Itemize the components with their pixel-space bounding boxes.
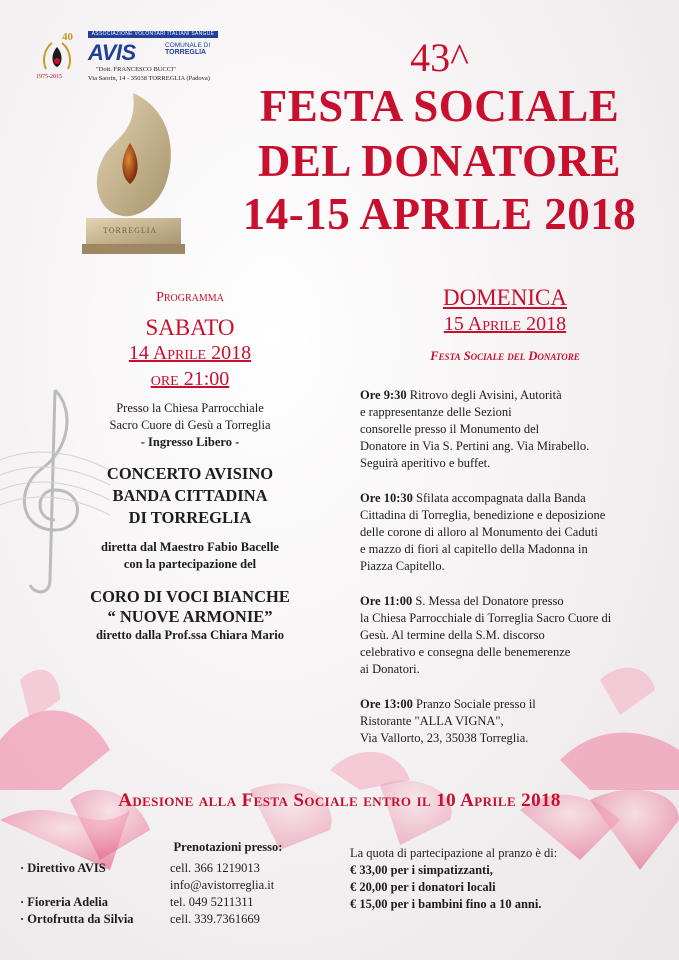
contact-name: · Ortofrutta da Silvia — [20, 912, 134, 926]
sunday-events — [360, 387, 650, 765]
quota-intro: La quota di partecipazione al pranzo è di: — [350, 846, 558, 860]
logo-dedication: "Dott. FRANCESCO BUCCI" — [96, 66, 176, 73]
venue-line-2: Sacro Cuore di Gesù a Torreglia — [109, 418, 271, 432]
event-text: Pranzo Sociale presso il — [412, 697, 536, 711]
saturday-time: ore 21:00 — [150, 368, 230, 390]
event-block — [360, 387, 650, 472]
anniversary-number: 40 — [62, 31, 73, 43]
concert-line-2: BANDA CITTADINA — [112, 486, 268, 505]
adesione-deadline: Adesione alla Festa Sociale entro il 10 Aprile 2018 — [118, 790, 561, 811]
title-line-1: FESTA SOCIALE — [259, 81, 620, 131]
event-line: e mazzo di fiori al capitello della Madonna in — [360, 542, 588, 556]
choir-director: diretto dalla Prof.ssa Chiara Mario — [95, 628, 285, 642]
quota-item: € 20,00 per i donatori locali — [350, 880, 496, 894]
event-line — [360, 696, 650, 713]
concert-line-1: CONCERTO AVISINO — [106, 464, 274, 483]
event-block — [360, 696, 650, 747]
event-line: Piazza Capitello. — [360, 559, 445, 573]
contact-detail: cell. 339.7361669 — [170, 912, 260, 926]
choir-line-1: CORO DI VOCI BIANCHE — [90, 587, 290, 606]
event-time: Ore 11:00 — [360, 594, 413, 608]
title-line-2: DEL DONATORE — [257, 136, 622, 186]
event-line: Gesù. Al termine della S.M. discorso — [360, 628, 545, 642]
event-line: Cittadina di Torreglia, benedizione e deposizione — [360, 508, 606, 522]
event-text: S. Messa del Donatore presso — [412, 594, 564, 608]
sunday-header — [360, 285, 650, 364]
saturday-day: SABATO — [145, 315, 235, 340]
anniversary-40-logo — [38, 35, 80, 75]
event-text: Sfilata accompagnata dalla Banda — [412, 491, 586, 505]
prenotazioni-title — [98, 840, 348, 855]
venue-line-3: - Ingresso Libero - — [140, 435, 240, 449]
director-line-2: con la partecipazione del — [123, 557, 257, 571]
title-dates: 14-15 APRILE 2018 — [242, 189, 637, 239]
logo-address: Via Saorin, 14 - 35038 TORREGLIA (Padova) — [88, 75, 210, 82]
concert-line-3: DI TORREGLIA — [128, 508, 252, 527]
sunday-day: DOMENICA — [443, 285, 567, 310]
quote-block — [350, 845, 660, 913]
event-line: delle corone di alloro al Monumento dei Caduti — [360, 525, 598, 539]
event-line — [360, 490, 650, 507]
quota-list — [350, 862, 660, 913]
contact-detail: tel. 049 5211311 — [170, 895, 254, 909]
event-line — [360, 593, 650, 610]
event-time: Ore 10:30 — [360, 491, 413, 505]
contact-item — [20, 878, 320, 895]
event-line: la Chiesa Parrocchiale di Torreglia Sacro Cuore di — [360, 611, 612, 625]
event-time: Ore 13:00 — [360, 697, 413, 711]
event-line: consorelle presso il Monumento del — [360, 422, 540, 436]
avis-logo: AVIS — [88, 40, 136, 65]
event-line — [360, 387, 650, 404]
sunday-date: 15 Aprile 2018 — [443, 313, 567, 335]
contact-detail[interactable]: info@avistorreglia.it — [170, 878, 275, 892]
contact-item — [20, 861, 320, 878]
event-line: Ristorante "ALLA VIGNA", — [360, 714, 504, 728]
sculpture-engraving: TORREGLIA — [103, 226, 158, 235]
saturday-column — [40, 290, 340, 644]
avis-association-strip: ASSOCIAZIONE VOLONTARI ITALIANI SANGUE — [88, 31, 218, 38]
event-line: ai Donatori. — [360, 662, 420, 676]
event-line: Donatore in Via S. Pertini ang. Via Mirabello. — [360, 439, 590, 453]
event-line: e rappresentanze delle Sezioni — [360, 405, 512, 419]
programma-label: Programma — [156, 290, 224, 305]
contact-item — [20, 895, 320, 912]
saturday-date: 14 Aprile 2018 — [128, 342, 252, 364]
comunale-label: COMUNALE DI — [165, 42, 211, 49]
event-block — [360, 490, 650, 575]
contact-name: · Direttivo AVIS — [20, 861, 106, 875]
contact-name: · Fioreria Adelia — [20, 895, 108, 909]
event-line: celebrativo e consegna delle benemerenze — [360, 645, 571, 659]
event-line: Seguirà aperitivo e buffet. — [360, 456, 491, 470]
quota-item: € 33,00 per i simpatizzanti, — [350, 863, 493, 877]
venue-line-1: Presso la Chiesa Parrocchiale — [116, 401, 264, 415]
event-text: Ritrovo degli Avisini, Autorità — [406, 388, 562, 402]
sunday-subtitle: Festa Sociale del Donatore — [430, 349, 580, 363]
choir-line-2: “ NUOVE ARMONIE” — [107, 607, 273, 626]
quota-item: € 15,00 per i bambini fino a 10 anni. — [350, 897, 542, 911]
event-line: Via Vallorto, 23, 35038 Torreglia. — [360, 731, 529, 745]
town-label: TORREGLIA — [165, 49, 207, 56]
director-line-1: diretta dal Maestro Fabio Bacelle — [101, 540, 279, 554]
contact-detail: cell. 366 1219013 — [170, 861, 260, 875]
contact-item — [20, 912, 320, 929]
prenotazioni-label: Prenotazioni presso: — [173, 840, 283, 854]
edition-number: 43^ — [410, 35, 469, 80]
event-time: Ore 9:30 — [360, 388, 407, 402]
anniversary-years: 1975-2015 — [36, 74, 62, 80]
event-block — [360, 593, 650, 678]
contacts-list — [20, 861, 320, 929]
